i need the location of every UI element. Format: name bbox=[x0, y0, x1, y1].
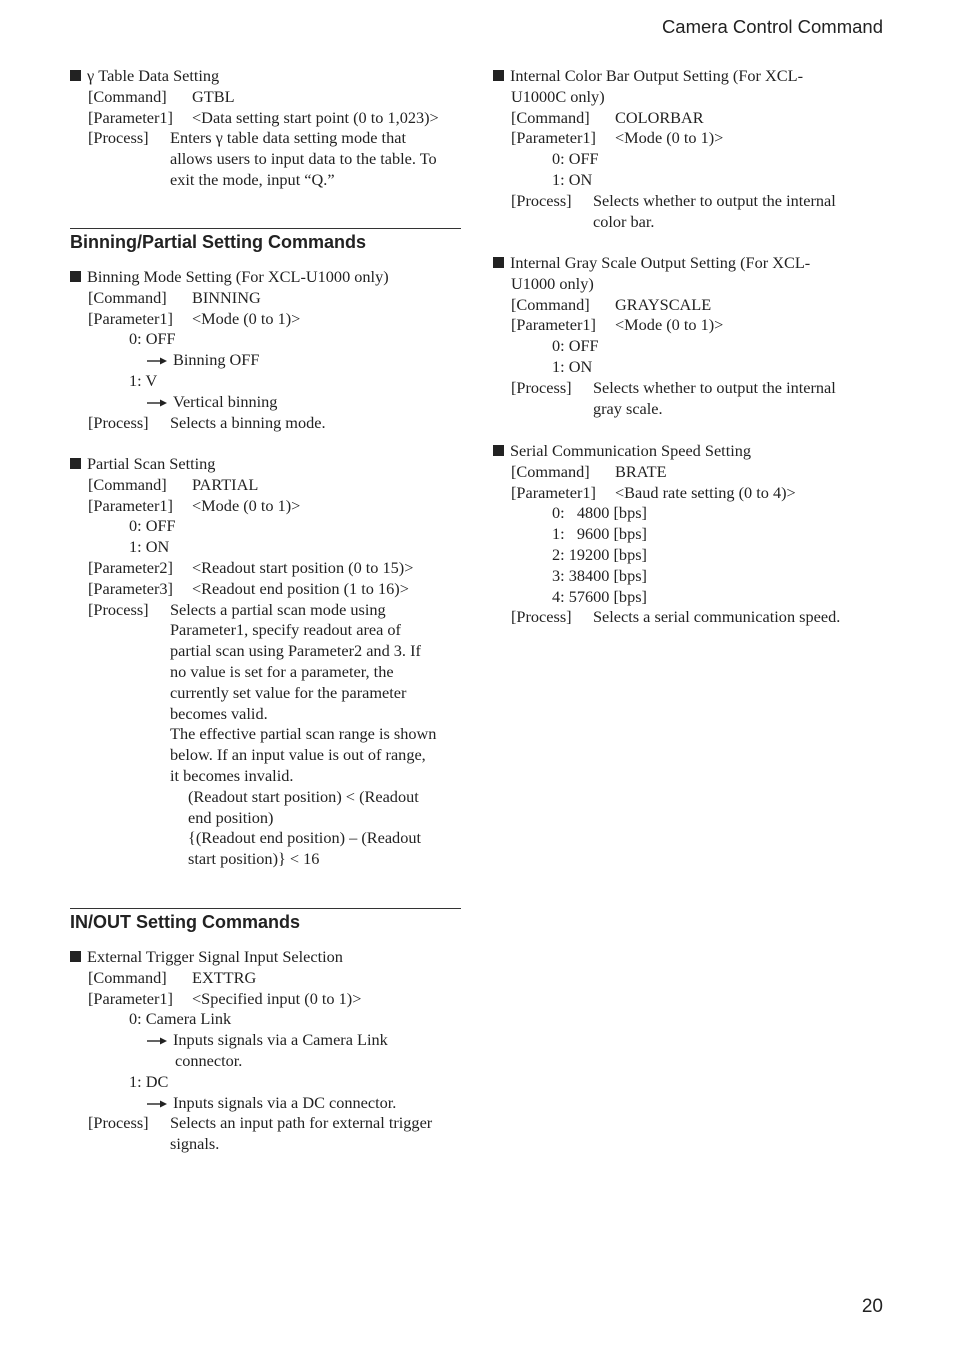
process-line bbox=[70, 413, 389, 434]
param1-line bbox=[493, 315, 836, 336]
param3-label: [Parameter3] bbox=[88, 578, 173, 598]
param1-line bbox=[493, 128, 836, 149]
command-label: [Command] bbox=[88, 474, 167, 494]
entry-heading bbox=[70, 66, 439, 87]
right-arrow-icon bbox=[147, 399, 167, 407]
process-text: no value is set for a parameter, the bbox=[170, 661, 394, 681]
option-item: 0: Camera Link bbox=[129, 1009, 232, 1029]
range-condition: {(Readout end position) – (Readout bbox=[188, 828, 421, 848]
command-line bbox=[70, 475, 436, 496]
param2-label: [Parameter2] bbox=[88, 557, 173, 577]
page-number: 20 bbox=[861, 1296, 883, 1317]
square-bullet-icon bbox=[70, 951, 81, 962]
param1-value: <Mode (0 to 1)> bbox=[615, 315, 724, 335]
process-text: Selects a partial scan mode using bbox=[170, 599, 386, 619]
param1-value: <Mode (0 to 1)> bbox=[192, 308, 301, 328]
param1-label: [Parameter1] bbox=[511, 128, 596, 148]
square-bullet-icon bbox=[70, 70, 81, 81]
command-label: [Command] bbox=[511, 461, 590, 481]
param1-label: [Parameter1] bbox=[88, 308, 173, 328]
command-line bbox=[70, 288, 389, 309]
entry-heading-text: Serial Communication Speed Setting bbox=[510, 441, 752, 460]
param1-line bbox=[70, 496, 436, 517]
param1-line bbox=[70, 108, 439, 129]
running-header: Camera Control Command bbox=[661, 16, 883, 37]
process-text: Enters γ table data setting mode that bbox=[170, 128, 406, 148]
process-text: Selects a serial communication speed. bbox=[593, 607, 841, 627]
option-description-text: Binning OFF bbox=[173, 350, 260, 370]
entry-heading bbox=[70, 947, 432, 968]
entry-heading-text: External Trigger Signal Input Selection bbox=[87, 947, 343, 966]
range-condition: end position) bbox=[188, 807, 274, 827]
color-bar-entry bbox=[493, 66, 836, 232]
param1-label: [Parameter1] bbox=[511, 315, 596, 335]
param2-value: <Readout start position (0 to 15)> bbox=[192, 557, 414, 577]
entry-heading-text: γ Table Data Setting bbox=[87, 66, 220, 85]
option-item: 0: OFF bbox=[552, 336, 599, 356]
process-text: The effective partial scan range is shown bbox=[170, 724, 437, 744]
option-item: 3: 38400 [bps] bbox=[552, 565, 647, 585]
right-arrow-icon bbox=[147, 1037, 167, 1045]
process-line bbox=[70, 1113, 432, 1134]
param3-line bbox=[70, 579, 436, 600]
command-value: GRAYSCALE bbox=[615, 294, 712, 314]
entry-heading-text: U1000 only) bbox=[511, 273, 594, 293]
command-label: [Command] bbox=[511, 107, 590, 127]
command-value: EXTTRG bbox=[192, 967, 257, 987]
square-bullet-icon bbox=[493, 70, 504, 81]
option-description-text: Inputs signals via a DC connector. bbox=[173, 1092, 397, 1112]
entry-heading bbox=[493, 253, 836, 274]
process-label: [Process] bbox=[88, 599, 149, 619]
process-text: becomes valid. bbox=[170, 703, 268, 723]
process-text: gray scale. bbox=[593, 398, 663, 418]
section-divider bbox=[70, 908, 461, 909]
command-value: GTBL bbox=[192, 86, 235, 106]
param1-value: <Data setting start point (0 to 1,023)> bbox=[192, 107, 439, 127]
option-item: 0: OFF bbox=[552, 149, 599, 169]
square-bullet-icon bbox=[70, 271, 81, 282]
param1-value: <Mode (0 to 1)> bbox=[615, 128, 724, 148]
param1-line bbox=[70, 989, 432, 1010]
external-trigger-entry bbox=[70, 947, 432, 1155]
command-label: [Command] bbox=[88, 287, 167, 307]
process-line bbox=[493, 607, 840, 628]
param1-line bbox=[70, 309, 389, 330]
entry-heading bbox=[493, 441, 840, 462]
range-condition: start position)} < 16 bbox=[188, 849, 320, 869]
param1-label: [Parameter1] bbox=[88, 107, 173, 127]
option-item: 1: ON bbox=[552, 356, 593, 376]
process-text: it becomes invalid. bbox=[170, 765, 294, 785]
process-line bbox=[493, 378, 836, 399]
partial-scan-entry bbox=[70, 454, 436, 870]
param1-label: [Parameter1] bbox=[88, 495, 173, 515]
param2-line bbox=[70, 558, 436, 579]
option-item: 1: ON bbox=[129, 537, 170, 557]
option-description bbox=[70, 1030, 432, 1051]
command-line bbox=[70, 968, 432, 989]
right-arrow-icon bbox=[147, 1100, 167, 1108]
entry-heading-text: Internal Gray Scale Output Setting (For XCL- bbox=[510, 253, 811, 272]
command-value: PARTIAL bbox=[192, 474, 259, 494]
process-text: Parameter1, specify readout area of bbox=[170, 620, 401, 640]
process-text: partial scan using Parameter2 and 3. If bbox=[170, 641, 421, 661]
process-text: Selects whether to output the internal bbox=[593, 377, 836, 397]
process-label: [Process] bbox=[88, 128, 149, 148]
entry-heading bbox=[493, 66, 836, 87]
command-label: [Command] bbox=[88, 967, 167, 987]
option-description bbox=[70, 350, 389, 371]
option-item: 0: OFF bbox=[129, 516, 176, 536]
entry-heading bbox=[70, 454, 436, 475]
option-item: 1: 9600 [bps] bbox=[552, 524, 647, 544]
command-label: [Command] bbox=[511, 294, 590, 314]
process-label: [Process] bbox=[511, 377, 572, 397]
option-item: 1: ON bbox=[552, 169, 593, 189]
option-description-text: Inputs signals via a Camera Link bbox=[173, 1030, 388, 1050]
command-line bbox=[493, 295, 836, 316]
square-bullet-icon bbox=[493, 257, 504, 268]
command-line bbox=[493, 462, 840, 483]
option-item: 1: V bbox=[129, 370, 158, 390]
section-title-binning: Binning/Partial Setting Commands bbox=[70, 232, 367, 252]
process-text: signals. bbox=[170, 1134, 220, 1154]
process-label: [Process] bbox=[511, 607, 572, 627]
command-value: BRATE bbox=[615, 461, 667, 481]
range-condition: (Readout start position) < (Readout bbox=[188, 786, 419, 806]
process-label: [Process] bbox=[511, 190, 572, 210]
param3-value: <Readout end position (1 to 16)> bbox=[192, 578, 409, 598]
option-item: 0: 4800 [bps] bbox=[552, 503, 647, 523]
entry-heading bbox=[70, 267, 389, 288]
command-value: BINNING bbox=[192, 287, 261, 307]
entry-heading-text: U1000C only) bbox=[511, 86, 605, 106]
section-title-inout: IN/OUT Setting Commands bbox=[70, 912, 301, 932]
entry-heading-text: Partial Scan Setting bbox=[87, 454, 216, 473]
option-description-text: Vertical binning bbox=[173, 391, 278, 411]
right-arrow-icon bbox=[147, 357, 167, 365]
process-text: currently set value for the parameter bbox=[170, 682, 407, 702]
process-text: color bar. bbox=[593, 211, 655, 231]
option-description bbox=[70, 392, 389, 413]
serial-speed-entry bbox=[493, 441, 840, 628]
option-item: 0: OFF bbox=[129, 329, 176, 349]
param1-value: <Specified input (0 to 1)> bbox=[192, 988, 362, 1008]
option-item: 2: 19200 [bps] bbox=[552, 544, 647, 564]
entry-heading-text: Internal Color Bar Output Setting (For XCL- bbox=[510, 66, 804, 85]
option-description bbox=[70, 1093, 432, 1114]
process-line bbox=[70, 128, 439, 149]
option-item: 4: 57600 [bps] bbox=[552, 586, 647, 606]
command-label: [Command] bbox=[88, 86, 167, 106]
process-label: [Process] bbox=[88, 1113, 149, 1133]
process-text: allows users to input data to the table. To bbox=[170, 149, 437, 169]
process-text: Selects whether to output the internal bbox=[593, 190, 836, 210]
process-text: below. If an input value is out of range, bbox=[170, 745, 426, 765]
param1-value: <Mode (0 to 1)> bbox=[192, 495, 301, 515]
gamma-table-entry bbox=[70, 66, 439, 191]
process-text: Selects a binning mode. bbox=[170, 412, 326, 432]
process-text: exit the mode, input “Q.” bbox=[170, 169, 335, 189]
option-item: 1: DC bbox=[129, 1071, 169, 1091]
param1-line bbox=[493, 483, 840, 504]
command-line bbox=[70, 87, 439, 108]
process-label: [Process] bbox=[88, 412, 149, 432]
param1-label: [Parameter1] bbox=[511, 482, 596, 502]
command-line bbox=[493, 108, 836, 129]
process-text: Selects an input path for external trigger bbox=[170, 1113, 433, 1133]
option-description-text: connector. bbox=[175, 1050, 243, 1070]
square-bullet-icon bbox=[70, 458, 81, 469]
process-line bbox=[70, 600, 436, 621]
section-divider bbox=[70, 228, 461, 229]
gray-scale-entry bbox=[493, 253, 836, 419]
square-bullet-icon bbox=[493, 445, 504, 456]
entry-heading-text: Binning Mode Setting (For XCL-U1000 only) bbox=[87, 267, 389, 286]
param1-label: [Parameter1] bbox=[88, 988, 173, 1008]
command-value: COLORBAR bbox=[615, 107, 704, 127]
param1-value: <Baud rate setting (0 to 4)> bbox=[615, 482, 796, 502]
process-line bbox=[493, 191, 836, 212]
binning-mode-entry bbox=[70, 267, 389, 433]
